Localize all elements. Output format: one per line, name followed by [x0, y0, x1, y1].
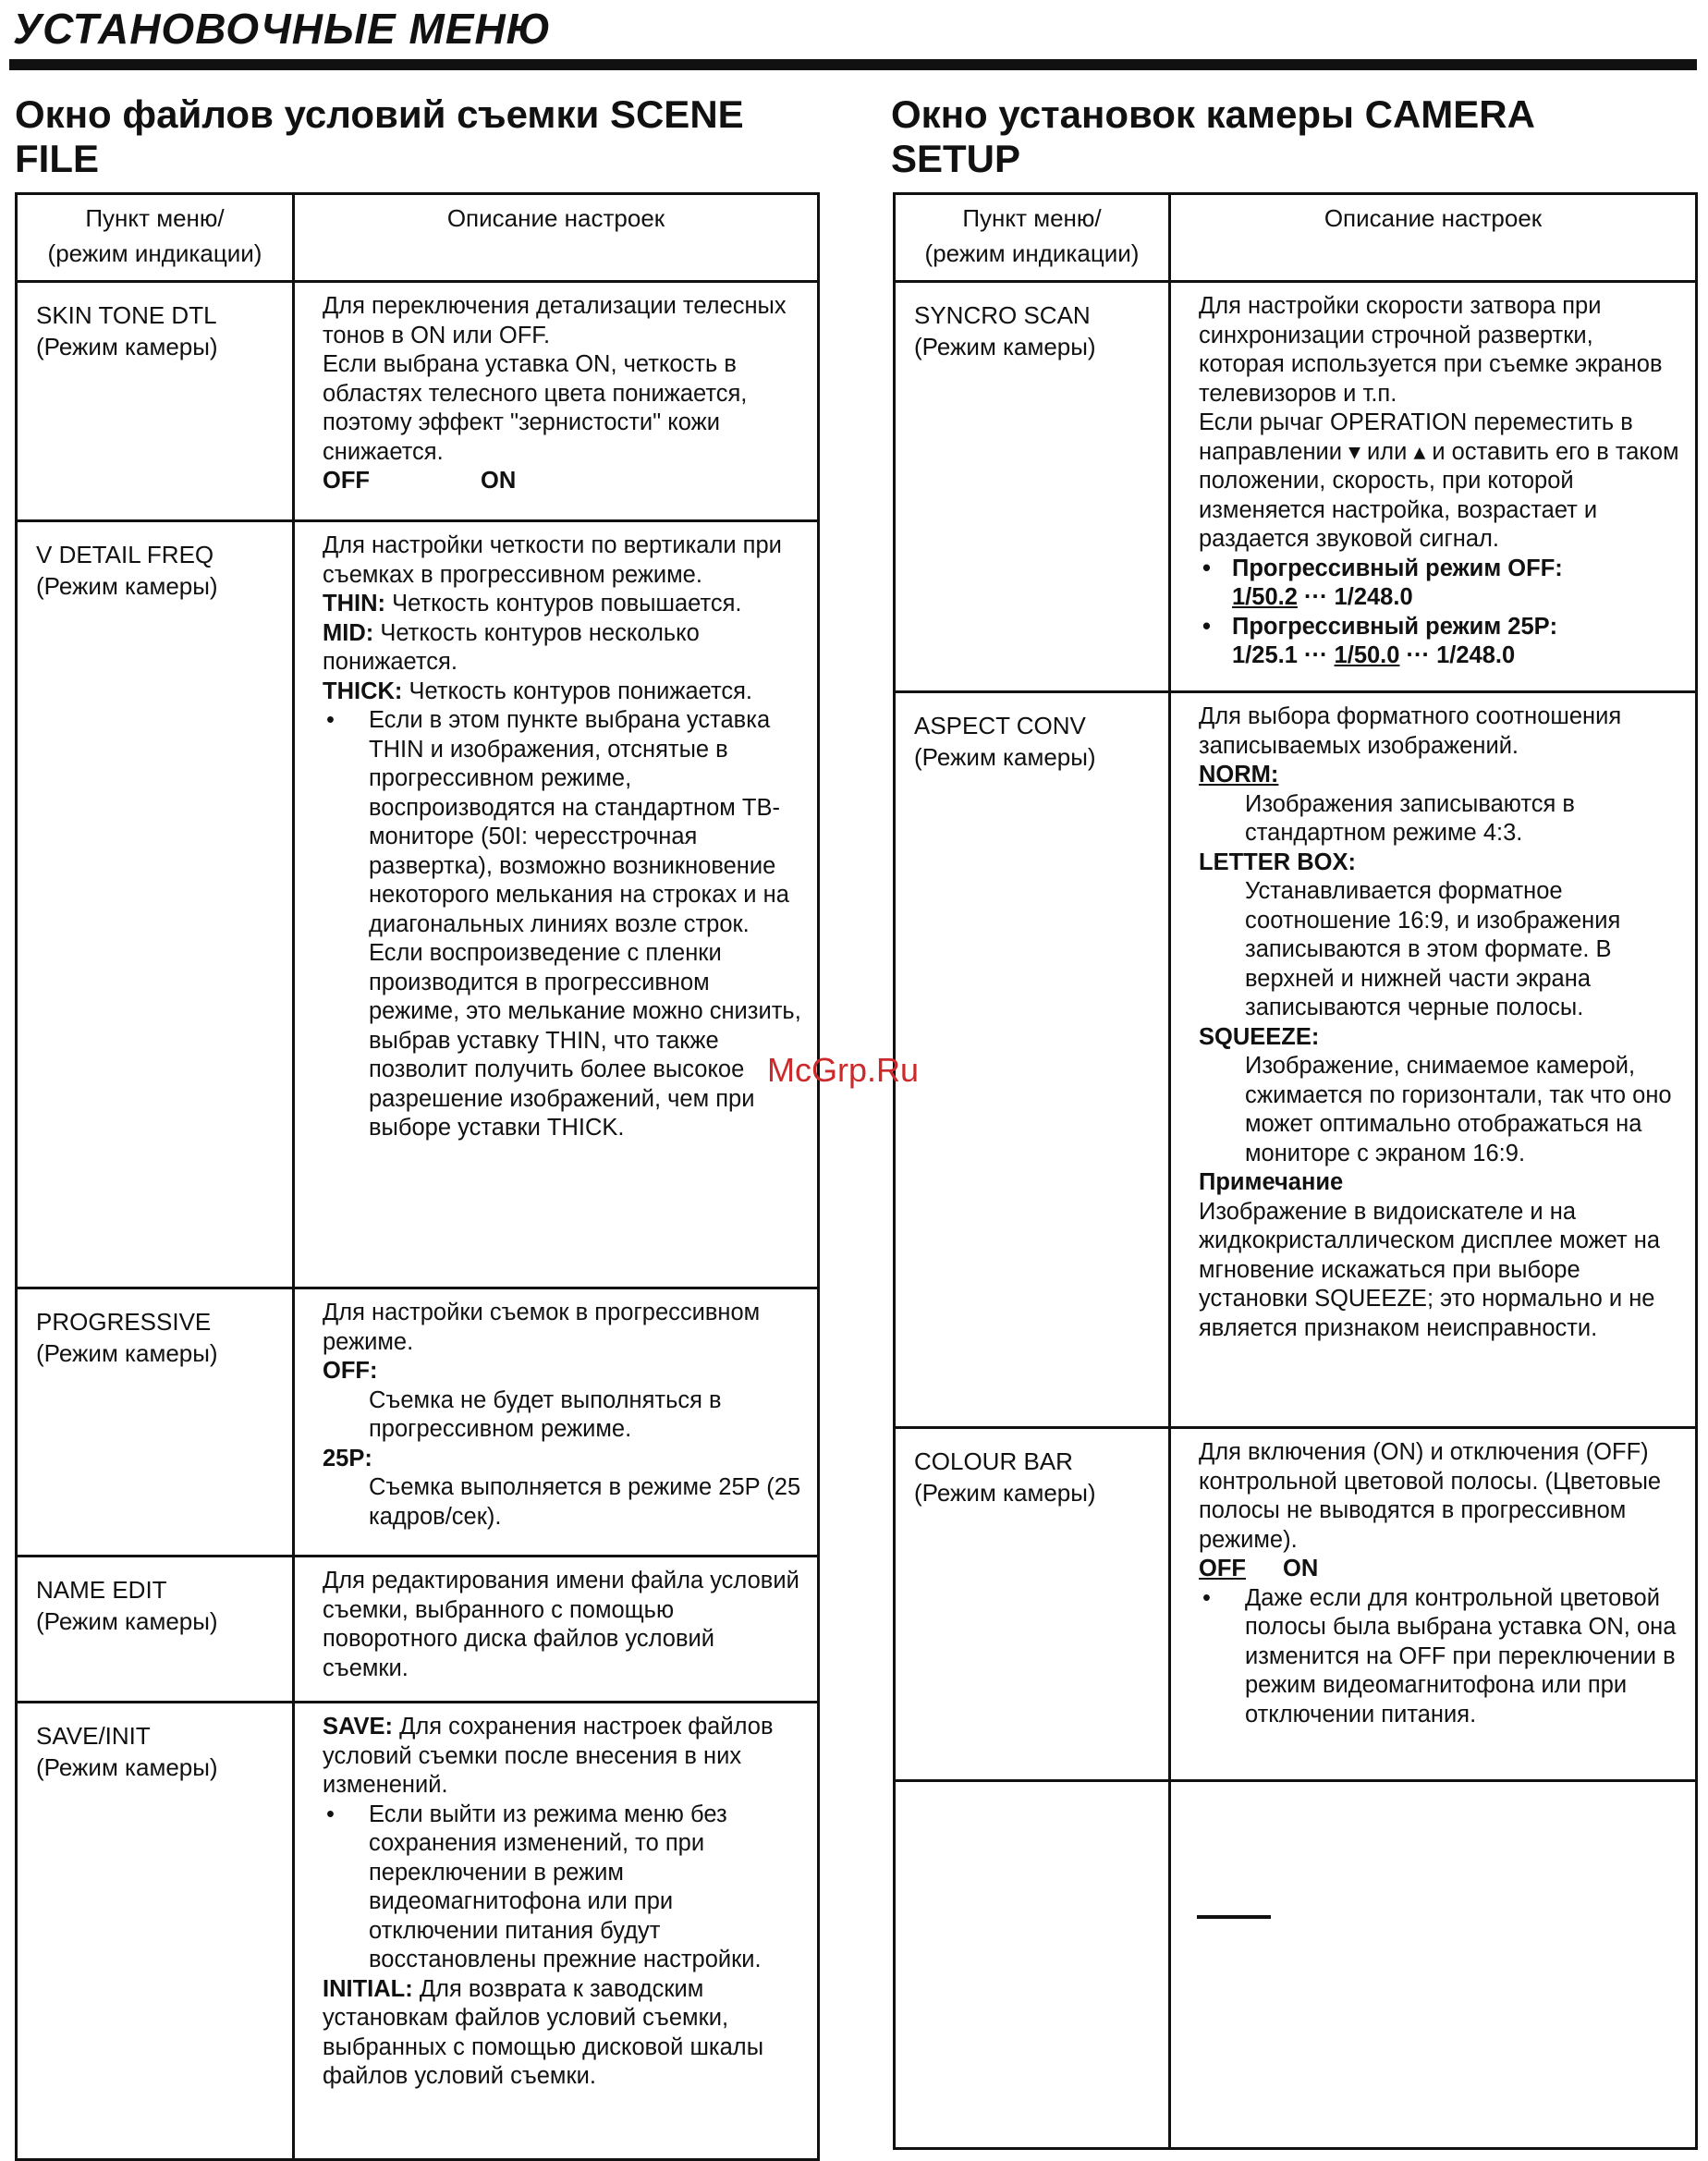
bullet: •: [326, 707, 335, 733]
note-label: Примечание: [1199, 1169, 1344, 1195]
table-row-empty: [895, 1781, 1697, 2149]
empty-cell: [1170, 1781, 1697, 2149]
table-row-progressive: [17, 1288, 819, 1557]
default-value: 1/50.0: [1334, 642, 1400, 668]
bullet: •: [326, 1801, 335, 1827]
menu-item-mode: (Режим камеры): [36, 333, 218, 360]
option-text: Четкость контуров несколько понижается.: [323, 619, 700, 675]
option-label: NORM:: [1199, 762, 1279, 787]
menu-item-mode: (Режим камеры): [914, 333, 1096, 360]
table-row-aspect-conv: [895, 692, 1697, 1428]
option-label: Прогрессивный режим 25P:: [1232, 613, 1558, 640]
desc-text: Для переключения детализации телесных тонов в ON или OFF.: [323, 293, 787, 348]
option-label: THICK:: [323, 678, 403, 704]
desc-text: Если рычаг OPERATION переместить в направлении ▾ или ▴ и оставить его в таком положении, скорость, при которой изменяется настройка, возрастает и раздается звуковой сигнал.: [1199, 409, 1679, 552]
option-label: SQUEEZE:: [1199, 1023, 1320, 1050]
menu-item-mode: (Режим камеры): [914, 743, 1096, 771]
menu-item-cell: [17, 1288, 294, 1557]
option-text: Съемка выполняется в режиме 25P (25 кадров/сек).: [369, 1474, 801, 1530]
default-value: 1/50.2: [1232, 584, 1298, 610]
note-text: Если выйти из режима меню без сохранения изменений, то при переключении в режим видеомагнитофона или при отключении питания будут восстановлены прежние настройки.: [369, 1801, 762, 1972]
menu-item-name: NAME EDIT: [36, 1576, 167, 1604]
description-cell: [294, 1557, 819, 1703]
empty-cell: [895, 1781, 1170, 2149]
description-cell: [294, 521, 819, 1288]
menu-item-cell: [17, 521, 294, 1288]
table-row-name-edit: [17, 1557, 819, 1703]
range-value: ··· 1/248.0: [1399, 642, 1516, 668]
header-desc-col: Описание настроек: [294, 194, 819, 282]
option-label: THIN:: [323, 591, 385, 617]
note-text: Если воспроизведение с пленки производится в прогрессивном режиме, это мелькание можно снизить, выбрав уставку THIN, что также позволит получить более высокое разрешение изображений, чем при выборе уставки THICK.: [369, 940, 801, 1141]
table-row-skin-tone-dtl: [17, 282, 819, 521]
desc-text: Для редактирования имени файла условий съемки, выбранного с помощью поворотного диска файлов условий съемки.: [323, 1568, 799, 1681]
option-text: Для сохранения настроек файлов условий съемки после внесения в них изменений.: [323, 1714, 774, 1798]
menu-item-mode: (Режим камеры): [914, 1479, 1096, 1507]
option-on: ON: [1283, 1556, 1319, 1581]
desc-text: Для настройки четкости по вертикали при съемках в прогрессивном режиме.: [323, 532, 782, 588]
menu-item-name: ASPECT CONV: [914, 712, 1086, 739]
option-text: Изображения записываются в стандартном режиме 4:3.: [1245, 790, 1575, 846]
menu-item-name: V DETAIL FREQ: [36, 541, 214, 568]
title-rule: [9, 59, 1697, 70]
description-cell: [294, 1288, 819, 1557]
option-on: ON: [481, 468, 517, 494]
table-row-v-detail-freq: [17, 521, 819, 1288]
page-title: УСТАНОВОЧНЫЕ МЕНЮ: [13, 5, 552, 53]
menu-item-name: COLOUR BAR: [914, 1447, 1073, 1475]
menu-item-name: PROGRESSIVE: [36, 1308, 212, 1336]
menu-item-cell: [895, 282, 1170, 692]
option-text: Для возврата к заводским установкам файлов условий съемки, выбранных с помощью дисковой шкалы файлов условий съемки.: [323, 1975, 764, 2089]
header-desc-col: Описание настроек: [1170, 194, 1697, 282]
option-text: Съемка не будет выполняться в прогрессивном режиме.: [369, 1386, 722, 1442]
option-text: Четкость контуров понижается.: [409, 678, 752, 704]
note-text: Если в этом пункте выбрана уставка THIN и изображения, отснятые в прогрессивном режиме, воспроизводятся на стандартном ТВ-мониторе (50I: чересстрочная развертка), возможно возникновение некоторого мелькания на строках и на диагональных линиях возле строк.: [369, 707, 789, 937]
menu-item-mode: (Режим камеры): [36, 1339, 218, 1367]
menu-item-name: SYNCRO SCAN: [914, 301, 1091, 329]
camera-setup-table: [893, 192, 1698, 2150]
menu-item-cell: [895, 1428, 1170, 1781]
option-off: OFF: [323, 468, 370, 494]
watermark: McGrp.Ru: [767, 1051, 920, 1089]
description-cell: [1170, 282, 1697, 692]
option-text: Устанавливается форматное соотношение 16:9, и изображения записываются в этом формате. В верхней и нижней части экрана записываются черные полосы.: [1245, 878, 1621, 1020]
menu-item-cell: [17, 1557, 294, 1703]
table-header: [17, 194, 819, 282]
note-text: Даже если для контрольной цветовой полосы была выбрана уставка ON, она изменится на OFF при переключении в режим видеомагнитофона или при отключении питания.: [1245, 1584, 1677, 1728]
option-label: Прогрессивный режим OFF:: [1232, 555, 1563, 581]
menu-item-mode: (Режим камеры): [36, 572, 218, 600]
description-cell: [294, 1703, 819, 2160]
menu-item-cell: [895, 692, 1170, 1428]
description-cell: [1170, 692, 1697, 1428]
range-value: 1/25.1 ···: [1232, 642, 1335, 668]
menu-item-name: SAVE/INIT: [36, 1722, 151, 1750]
desc-text: Для настройки съемок в прогрессивном режиме.: [323, 1300, 761, 1355]
note-text: Изображение в видоискателе и на жидкокристаллическом дисплее может на мгновение искажаться при выборе установки SQUEEZE; это нормально и не является признаком неисправности.: [1199, 1198, 1661, 1341]
description-cell: [294, 282, 819, 521]
menu-item-name: SKIN TONE DTL: [36, 301, 217, 329]
menu-item-cell: [17, 282, 294, 521]
menu-item-mode: (Режим камеры): [36, 1753, 218, 1781]
option-label: OFF:: [323, 1358, 378, 1384]
option-label: INITIAL:: [323, 1975, 413, 2002]
option-label: SAVE:: [323, 1714, 394, 1740]
desc-text: Для включения (ON) и отключения (OFF) контрольной цветовой полосы. (Цветовые полосы не выводятся в прогрессивном режиме).: [1199, 1439, 1662, 1553]
camera-setup-title: Окно установок камеры CAMERA SETUP: [891, 92, 1534, 180]
desc-text: Если выбрана уставка ON, четкость в областях телесного цвета понижается, поэтому эффект "зернистости" кожи снижается.: [323, 351, 748, 465]
table-row-syncro-scan: [895, 282, 1697, 692]
option-text: Изображение, снимаемое камерой, сжимается по горизонтали, так что оно может оптимально отображаться на мониторе с экраном 16:9.: [1245, 1053, 1672, 1166]
header-item-col: Пункт меню/ (режим индикации): [17, 194, 294, 282]
scene-file-title: Окно файлов условий съемки SCENE FILE: [15, 92, 744, 180]
option-label: LETTER BOX:: [1199, 849, 1356, 875]
table-row-save-init: [17, 1703, 819, 2160]
option-off: OFF: [1199, 1556, 1246, 1581]
table-header: [895, 194, 1697, 282]
option-text: Четкость контуров повышается.: [392, 591, 742, 617]
bullet: •: [1202, 613, 1211, 640]
menu-item-mode: (Режим камеры): [36, 1607, 218, 1635]
blank-underline: [1197, 1915, 1271, 1919]
description-cell: [1170, 1428, 1697, 1781]
table-row-colour-bar: [895, 1428, 1697, 1781]
bullet: •: [1202, 1584, 1211, 1611]
option-label: 25P:: [323, 1445, 372, 1471]
desc-text: Для настройки скорости затвора при синхронизации строчной развертки, которая используется при съемке экранов телевизоров и т.п.: [1199, 293, 1663, 407]
bullet: •: [1202, 555, 1211, 581]
scene-file-table: [15, 192, 820, 2161]
option-label: MID:: [323, 619, 374, 646]
range-value: ··· 1/248.0: [1297, 584, 1413, 610]
desc-text: Для выбора форматного соотношения записываемых изображений.: [1199, 703, 1622, 759]
menu-item-cell: [17, 1703, 294, 2160]
header-item-col: Пункт меню/ (режим индикации): [895, 194, 1170, 282]
